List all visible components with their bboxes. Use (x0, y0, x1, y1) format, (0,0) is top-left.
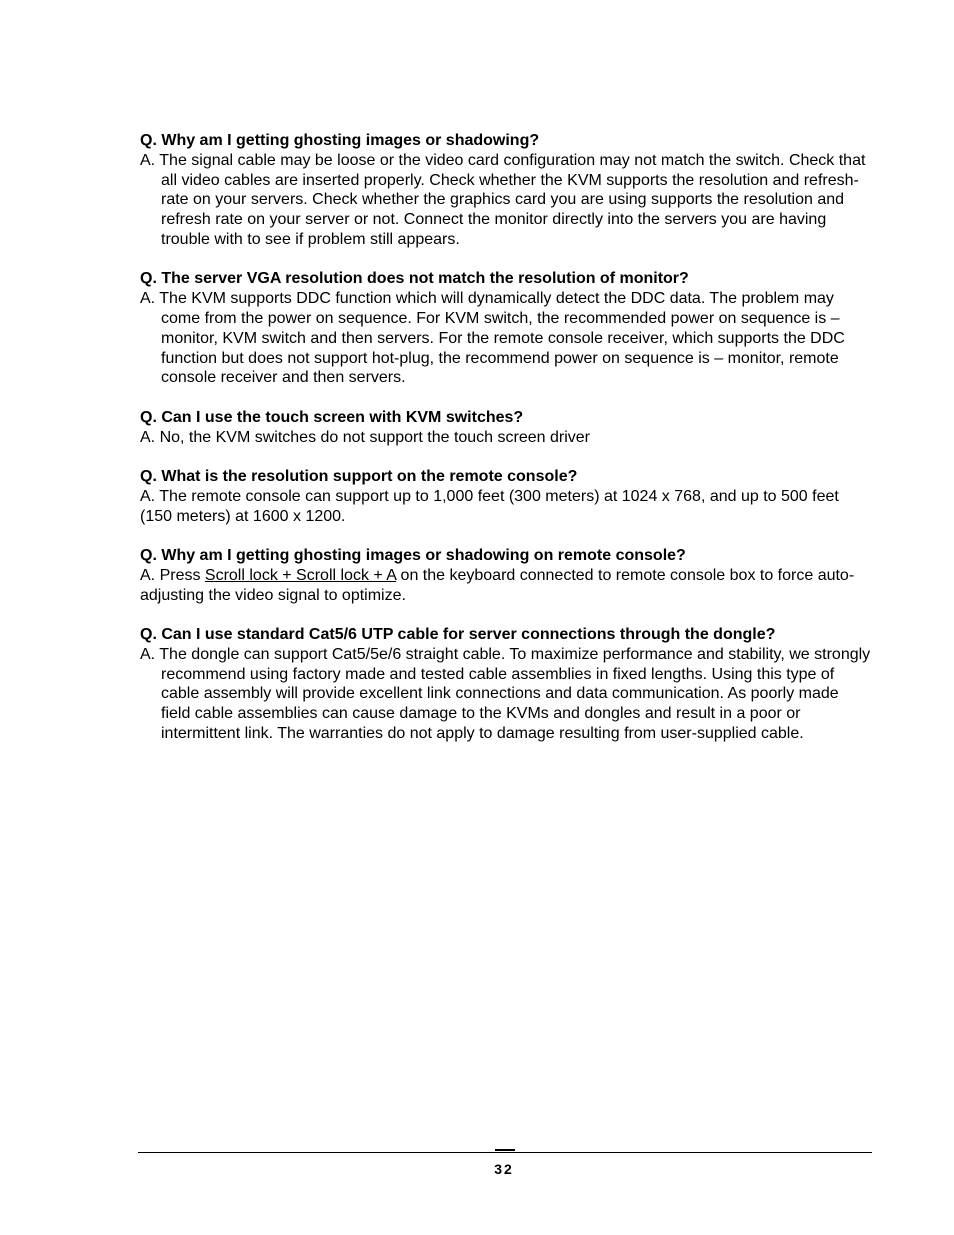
faq-answer: A. The signal cable may be loose or the video card configuration may not match the switch. Check that all video cables are inserted properly. Check whether the KVM supports the resolution and refresh-rate on your servers. Check whether the graphics card you are using supports the resolution and refresh rate on your server or not. Connect the monitor directly into the servers you are having trouble with to see if problem still appears. (140, 151, 866, 248)
faq-question: Q. Can I use standard Cat5/6 UTP cable for server connections through the dongle? (140, 625, 776, 643)
answer-prefix: A. Press (140, 566, 205, 584)
faq-item-remote-resolution (140, 467, 872, 526)
faq-content (140, 131, 872, 763)
faq-item-ghosting (140, 131, 872, 250)
footer-tick-mark (495, 1149, 515, 1151)
faq-answer: A. The remote console can support up to 1,000 feet (300 meters) at 1024 x 768, and up to 500 feet (150 meters) at 1600 x 1200. (140, 487, 839, 525)
faq-question: Q. Why am I getting ghosting images or shadowing on remote console? (140, 546, 686, 564)
faq-answer: A. The KVM supports DDC function which will dynamically detect the DDC data. The problem may come from the power on sequence. For KVM switch, the recommended power on sequence is – monitor, KVM switch and then servers. For the remote console receiver, which supports the DDC function but does not support hot-plug, the recommend power on sequence is – monitor, remote console receiver and then servers. (140, 290, 845, 387)
faq-item-cat5-cable (140, 625, 872, 744)
faq-item-touch-screen (140, 408, 872, 448)
page-number: 32 (494, 1161, 514, 1177)
faq-answer: A. No, the KVM switches do not support the touch screen driver (140, 428, 590, 446)
faq-answer (140, 566, 872, 606)
faq-answer: A. The dongle can support Cat5/5e/6 straight cable. To maximize performance and stability, we strongly recommend using factory made and tested cable assemblies in fixed lengths. Using this type of cable assembly will provide excellent link connections and data communication. As poorly made field cable assemblies can cause damage to the KVMs and dongles and result in a poor or intermittent link. The warranties do not apply to damage resulting from user-supplied cable. (140, 645, 871, 742)
key-combination: Scroll lock + Scroll lock + A (204, 566, 397, 584)
faq-question: Q. Why am I getting ghosting images or shadowing? (140, 132, 540, 149)
faq-item-vga-resolution (140, 269, 872, 388)
faq-item-remote-ghosting (140, 546, 872, 605)
faq-question: Q. The server VGA resolution does not match the resolution of monitor? (140, 270, 689, 288)
faq-question: Q. Can I use the touch screen with KVM switches? (140, 408, 524, 426)
answer-suffix: on the keyboard connected to remote console box to force auto-adjusting the video signal to optimize. (140, 566, 855, 604)
faq-question: Q. What is the resolution support on the remote console? (140, 467, 578, 485)
footer-divider (138, 1152, 872, 1153)
